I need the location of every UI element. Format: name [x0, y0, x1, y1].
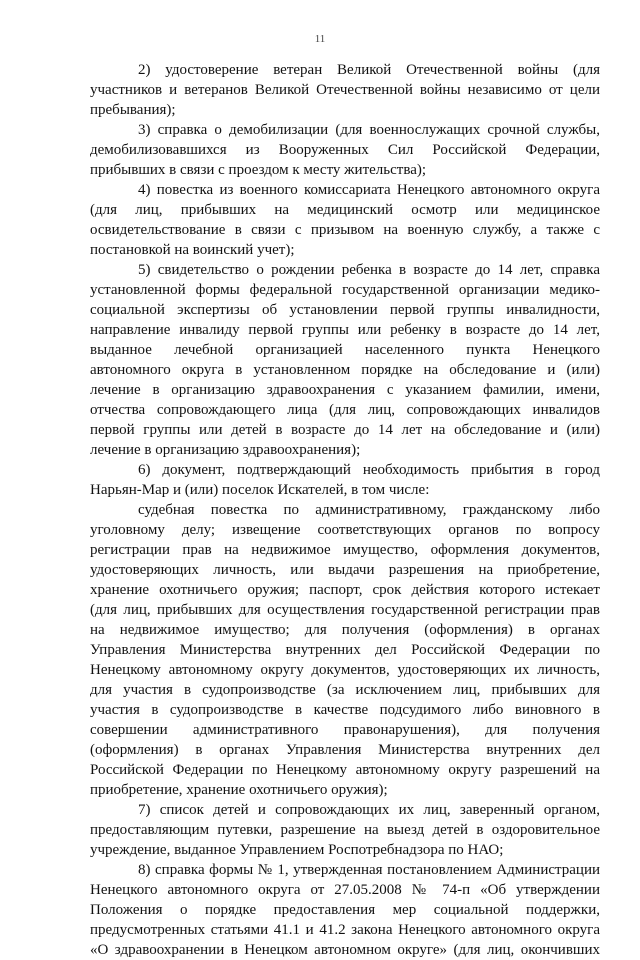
text-line: Ненецкому автономному округу документов, удостоверяющих их личность, — [90, 662, 600, 678]
text-line: «О здравоохранении в Ненецком автономном округе» (для лиц, окончивших — [90, 942, 600, 958]
text-line: демобилизовавшихся из Вооруженных Сил Российской Федерации, — [90, 142, 600, 158]
text-line: 6) документ, подтверждающий необходимость прибытия в город — [138, 462, 600, 478]
text-line: участников и ветеранов Великой Отечественной войны независимо от цели — [90, 82, 600, 98]
text-line: автономного округа в установленном порядке на обследование и (или) — [90, 362, 600, 378]
text-line: установленной формы федеральной государственной организации медико- — [90, 282, 600, 298]
text-line: пребывания); — [90, 102, 176, 118]
text-line: удостоверяющих личность, или выдачи разрешения на приобретение, — [90, 562, 600, 578]
text-line: (для лиц, прибывших на медицинский осмотр или медицинское — [90, 202, 600, 218]
text-line: лечение в организацию здравоохранения с указанием фамилии, имени, — [90, 382, 600, 398]
page-number: 11 — [314, 33, 326, 45]
text-line: 3) справка о демобилизации (для военнослужащих срочной службы, — [138, 122, 600, 138]
text-line: судебная повестка по административному, гражданскому либо — [138, 502, 600, 518]
text-line: участия в судопроизводстве в качестве подсудимого либо виновного в — [90, 702, 600, 718]
text-line: 8) справка формы № 1, утвержденная постановлением Администрации — [138, 862, 600, 878]
text-line: Управления Министерства внутренних дел Российской Федерации по — [90, 642, 600, 658]
text-line: учреждение, выданное Управлением Роспотребнадзора по НАО; — [90, 842, 504, 858]
text-line: 7) список детей и сопровождающих их лиц, заверенный органом, — [138, 802, 600, 818]
text-line: (для лиц, прибывших для осуществления государственной регистрации прав — [90, 602, 600, 618]
text-line: 4) повестка из военного комиссариата Ненецкого автономного округа — [138, 182, 600, 198]
text-line: (оформления) в органах Управления Министерства внутренних дел — [90, 742, 600, 758]
text-line: лечение в организацию здравоохранения); — [90, 442, 361, 458]
text-line: совершении административного правонарушения), для получения — [90, 722, 600, 738]
text-line: постановкой на воинский учет); — [90, 242, 295, 258]
text-line: прибывших в связи с проездом к месту жительства); — [90, 162, 427, 178]
text-line: отчества сопровождающего лица (для лиц, сопровождающих инвалидов — [90, 402, 600, 418]
text-line: 2) удостоверение ветеран Великой Отечественной войны (для — [138, 62, 600, 78]
text-line: уголовному делу; извещение соответствующих органов по вопросу — [90, 522, 600, 538]
text-line: освидетельствование в связи с призывом на военную службу, а также с — [90, 222, 600, 238]
text-line: для участия в судопроизводстве (за исключением лиц, прибывших для — [90, 682, 600, 698]
text-line: Ненецкого автономного округа от 27.05.2008 № 74-п «Об утверждении — [90, 882, 600, 898]
text-line: хранение охотничьего оружия; паспорт, срок действия которого истекает — [90, 582, 600, 598]
text-line: Нарьян-Мар и (или) поселок Искателей, в том числе: — [90, 482, 430, 498]
text-line: 5) свидетельство о рождении ребенка в возрасте до 14 лет, справка — [138, 262, 600, 278]
document-body — [90, 60, 600, 960]
text-line: первой группы или детей в возрасте до 14 лет на обследование и (или) — [90, 422, 600, 438]
text-line: Российской Федерации по Ненецкому автономному округу разрешений на — [90, 762, 600, 778]
text-line: Положения о порядке предоставления мер социальной поддержки, — [90, 902, 600, 918]
text-line: на недвижимое имущество; для получения (оформления) в органах — [90, 622, 600, 638]
text-line: направление инвалиду первой группы или ребенку в возрасте до 14 лет, — [90, 322, 600, 338]
text-line: регистрации прав на недвижимое имущество, оформления документов, — [90, 542, 600, 558]
text-line: приобретение, хранение охотничьего оружия); — [90, 782, 388, 798]
text-line: социальной экспертизы об установлении первой группы инвалидности, — [90, 302, 600, 318]
text-line: предоставляющим путевки, разрешение на выезд детей в оздоровительное — [90, 822, 600, 838]
text-line: выданное лечебной организацией населенного пункта Ненецкого — [90, 342, 600, 358]
text-line: предусмотренных статьями 41.1 и 41.2 закона Ненецкого автономного округа — [90, 922, 600, 938]
